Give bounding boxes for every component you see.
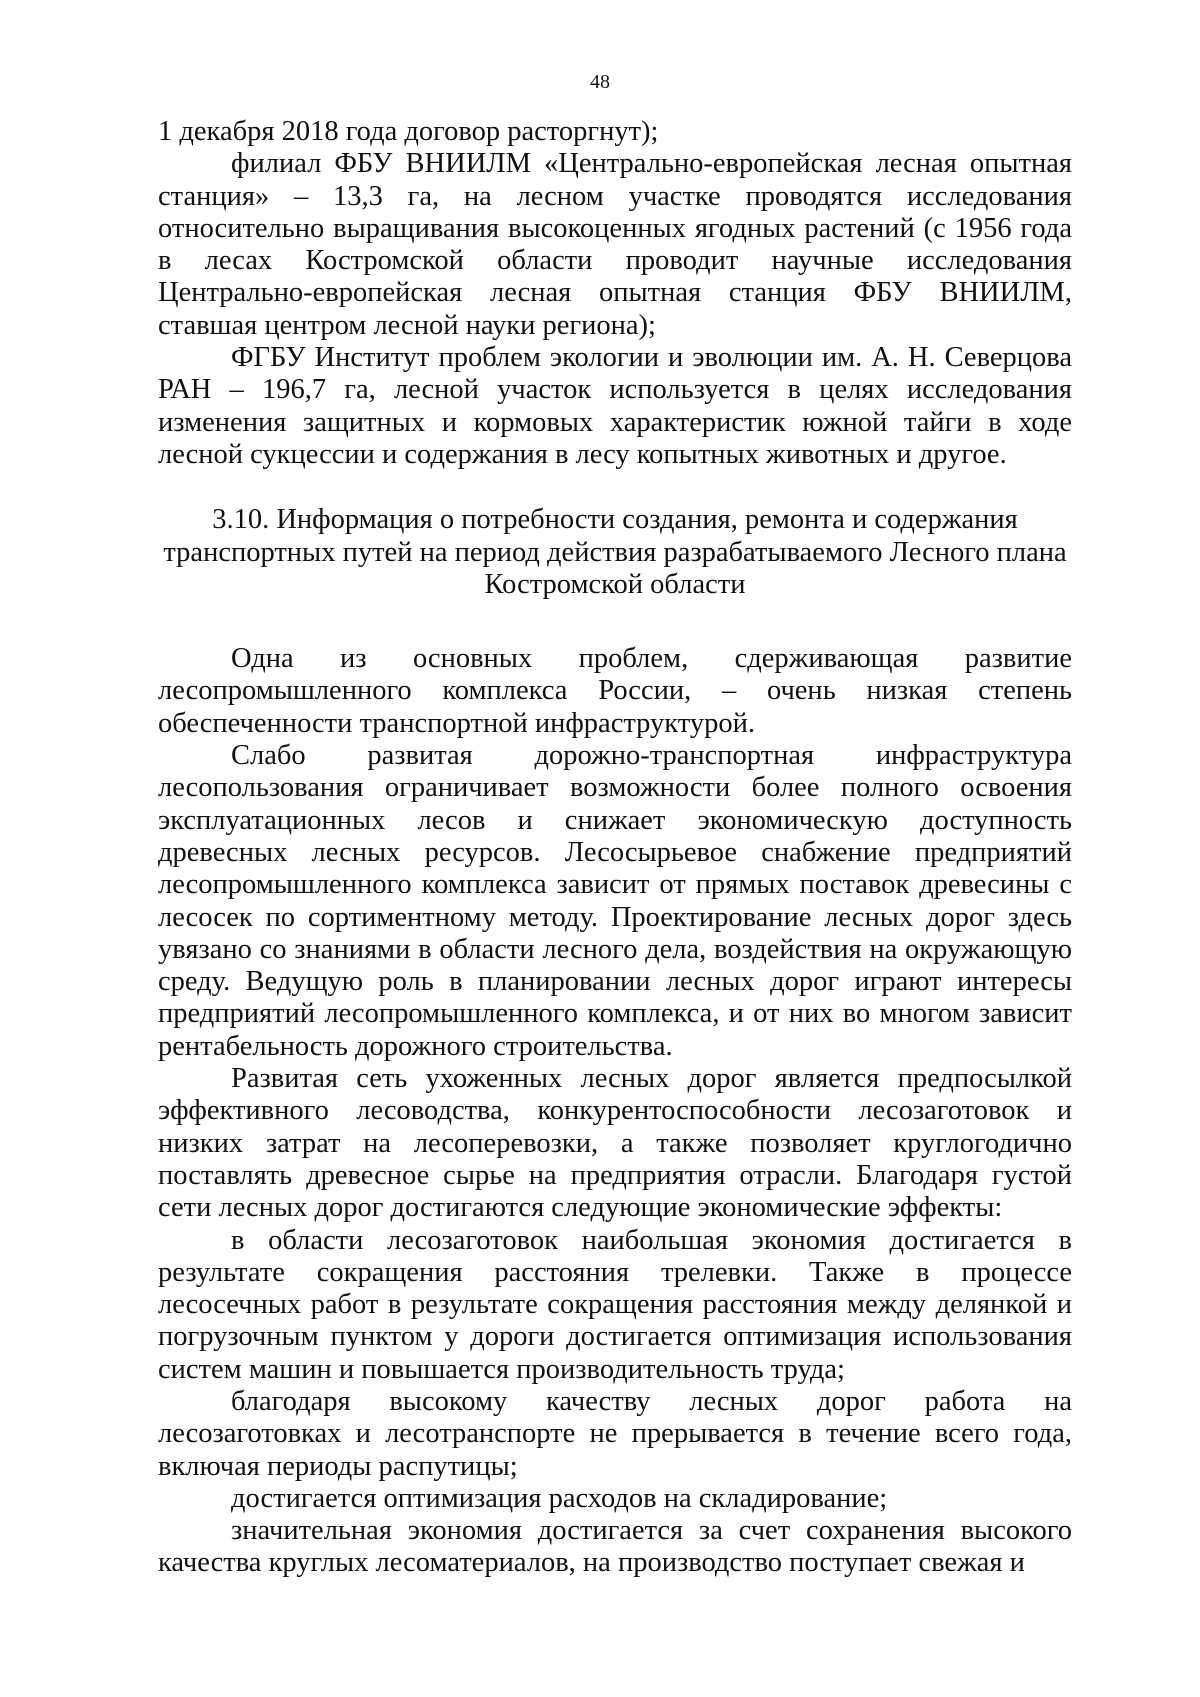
paragraph: ФГБУ Институт проблем экологии и эволюции им. А. Н. Северцова РАН – 196,7 га, лесной участок используется в целях исследования изменения защитных и кормовых характеристик южной тайги в ходе лесной сукцессии и содержания в лесу копытных животных и другое. [158,342,1072,470]
page-number: 48 [590,71,610,93]
list-item-paragraph: благодаря высокому качеству лесных дорог работа на лесозаготовках и лесотранспорте не прерывается в течение всего года, включая периоды распутицы; [158,1385,1072,1482]
paragraph-continuation: 1 декабря 2018 года договор расторгнут); [158,116,659,147]
paragraph: филиал ФБУ ВНИИЛМ «Центрально-европейская лесная опытная станция» – 13,3 га, на лесном участке проводятся исследования относительно выращивания высокоценных ягодных растений (с 1956 года в лесах Костромской области проводит научные исследования Центрально-европейская лесная опытная станция ФБУ ВНИИЛМ, ставшая центром лесной науки региона); [158,148,1072,341]
paragraph: Развитая сеть ухоженных лесных дорог является предпосылкой эффективного лесоводства, конкурентоспособности лесозаготовок и низких затрат на лесоперевозки, а также позволяет круглогодично поставлять древесное сырье на предприятия отрасли. Благодаря густой сети лесных дорог достигаются следующие экономические эффекты: [158,1063,1072,1224]
list-item-paragraph: достигается оптимизация расходов на складирование; [231,1482,888,1514]
list-item-paragraph: значительная экономия достигается за счет сохранения высокого качества круглых лесоматериалов, на производство поступает свежая и [158,1515,1072,1579]
paragraph: Слабо развитая дорожно-транспортная инфраструктура лесопользования ограничивает возможности более полного освоения эксплуатационных лесов и снижает экономическую доступность древесных лесных ресурсов. Лесосырьевое снабжение предприятий лесопромышленного комплекса зависит от прямых поставок древесины с лесосек по сортиментному методу. Проектирование лесных дорог здесь увязано со знаниями в области лесного дела, воздействия на окружающую среду. Ведущую роль в планировании лесных дорог играют интересы предприятий лесопромышленного комплекса, и от них во многом зависит рентабельность дорожного строительства. [158,740,1072,1062]
paragraph: Одна из основных проблем, сдерживающая развитие лесопромышленного комплекса России, – очень низкая степень обеспеченности транспортной инфраструктурой. [158,643,1072,739]
list-item-paragraph: в области лесозаготовок наибольшая экономия достигается в результате сокращения расстояния трелевки. Также в процессе лесосечных работ в результате сокращения расстояния между делянкой и погрузочным пунктом у дороги достигается оптимизация использования систем машин и повышается производительность труда; [158,1224,1072,1385]
section-heading: 3.10. Информация о потребности создания, ремонта и содержания транспортных путей на период действия разрабатываемого Лесного плана Костромской области [163,504,1067,600]
page-content [158,116,1072,1580]
